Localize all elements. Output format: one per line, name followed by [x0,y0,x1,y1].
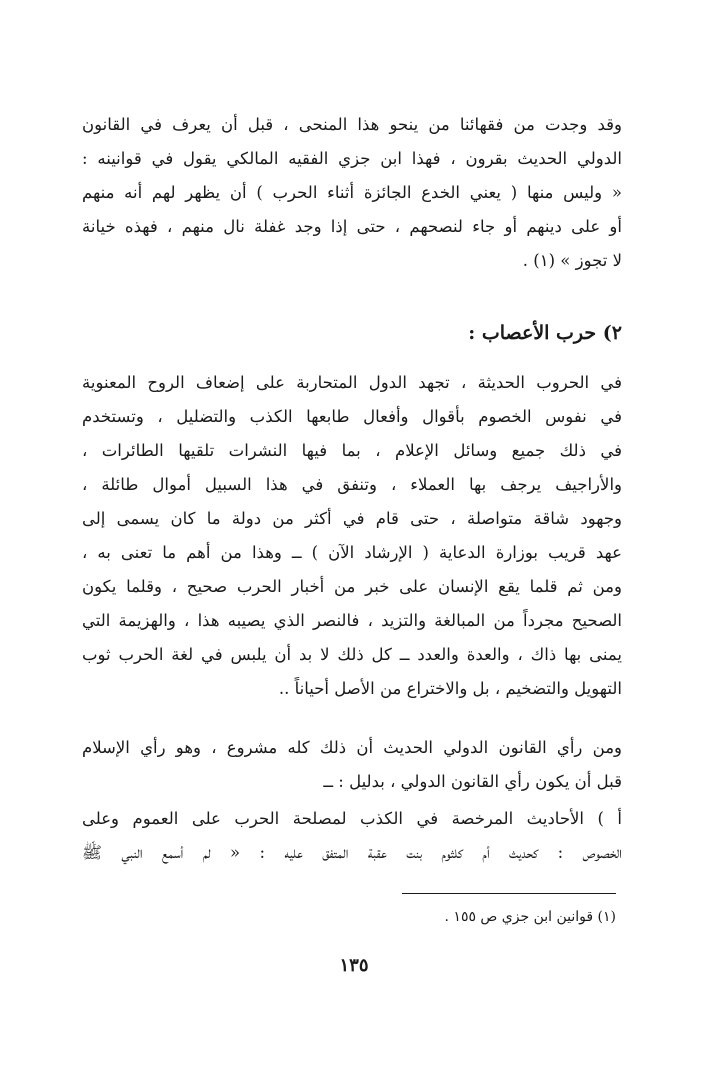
page-number: ١٣٥ [339,955,369,976]
text-line: ومن رأي القانون الدولي الحديث أن ذلك كله مشروع ، وهو رأي الإسلام [82,738,622,757]
text-line: عهد قريب بوزارة الدعاية ( الإرشاد الآن ) ــ وهذا من أهم ما تعنى به ، [82,543,622,562]
text-line: الدولي الحديث بقرون ، فهذا ابن جزي الفقيه المالكي يقول في قوانينه : [82,149,622,168]
text-line: في ذلك جميع وسائل الإعلام ، بما فيها النشرات تلقيها الطائرات ، [82,441,622,460]
text-line: الخصوص : كحديث أم كلثوم بنت عقبة المتفق عليه : « لم أسمع النبي ﷺ [82,843,622,862]
text-line: وجهود شاقة متواصلة ، حتى قام في أكثر من دولة ما كان يسمى إلى [82,509,622,528]
text-line: في الحروب الحديثة ، تجهد الدول المتحاربة على إضعاف الروح المعنوية [82,373,622,392]
text-line: قبل أن يكون رأي القانون الدولي ، بدليل : ــ [323,772,622,791]
text-line: لا تجوز » (١) . [522,251,622,270]
text-line: في نفوس الخصوم بأقوال وأفعال طابعها الكذب والتضليل ، وتستخدم [82,407,622,426]
text-line: « وليس منها ( يعني الخدع الجائزة أثناء الحرب ) أن يظهر لهم أنه منهم [82,183,622,202]
footnote-divider [402,893,616,894]
paragraph-1 [82,108,622,278]
text-line: يمنى بها ذاك ، والعدة والعدد ــ كل ذلك لا بد أن يلبس في لغة الحرب ثوب [82,645,622,664]
text-line: أ ) الأحاديث المرخصة في الكذب لمصلحة الحرب على العموم وعلى [82,809,622,828]
text-line: وقد وجدت من فقهائنا من ينحو هذا المنحى ، قبل أن يعرف في القانون [82,115,622,134]
footnote: (١) قوانين ابن جزي ص ١٥٥ . [444,909,616,925]
text-line: أو على دينهم أو جاء لنصحهم ، حتى إذا وجد غفلة نال منهم ، فهذه خيانة [82,217,622,236]
text-line: الصحيح مجرداً من المبالغة والتزيد ، فالنصر الذي يصيبه هذا ، والهزيمة التي [82,611,622,630]
paragraph-4 [82,802,622,870]
paragraph-2 [82,366,622,706]
text-line: والأراجيف يرجف بها العملاء ، وتنفق في هذا السبيل أموال طائلة ، [82,475,622,494]
text-line: ومن ثم قلما يقع الإنسان على خبر من أخبار الحرب صحيح ، وقلما يكون [82,577,622,596]
section-heading: ٢) حرب الأعصاب : [468,322,622,344]
paragraph-3 [82,731,622,799]
text-line: التهويل والتضخيم ، بل والاختراع من الأصل أحياناً .. [278,679,622,698]
